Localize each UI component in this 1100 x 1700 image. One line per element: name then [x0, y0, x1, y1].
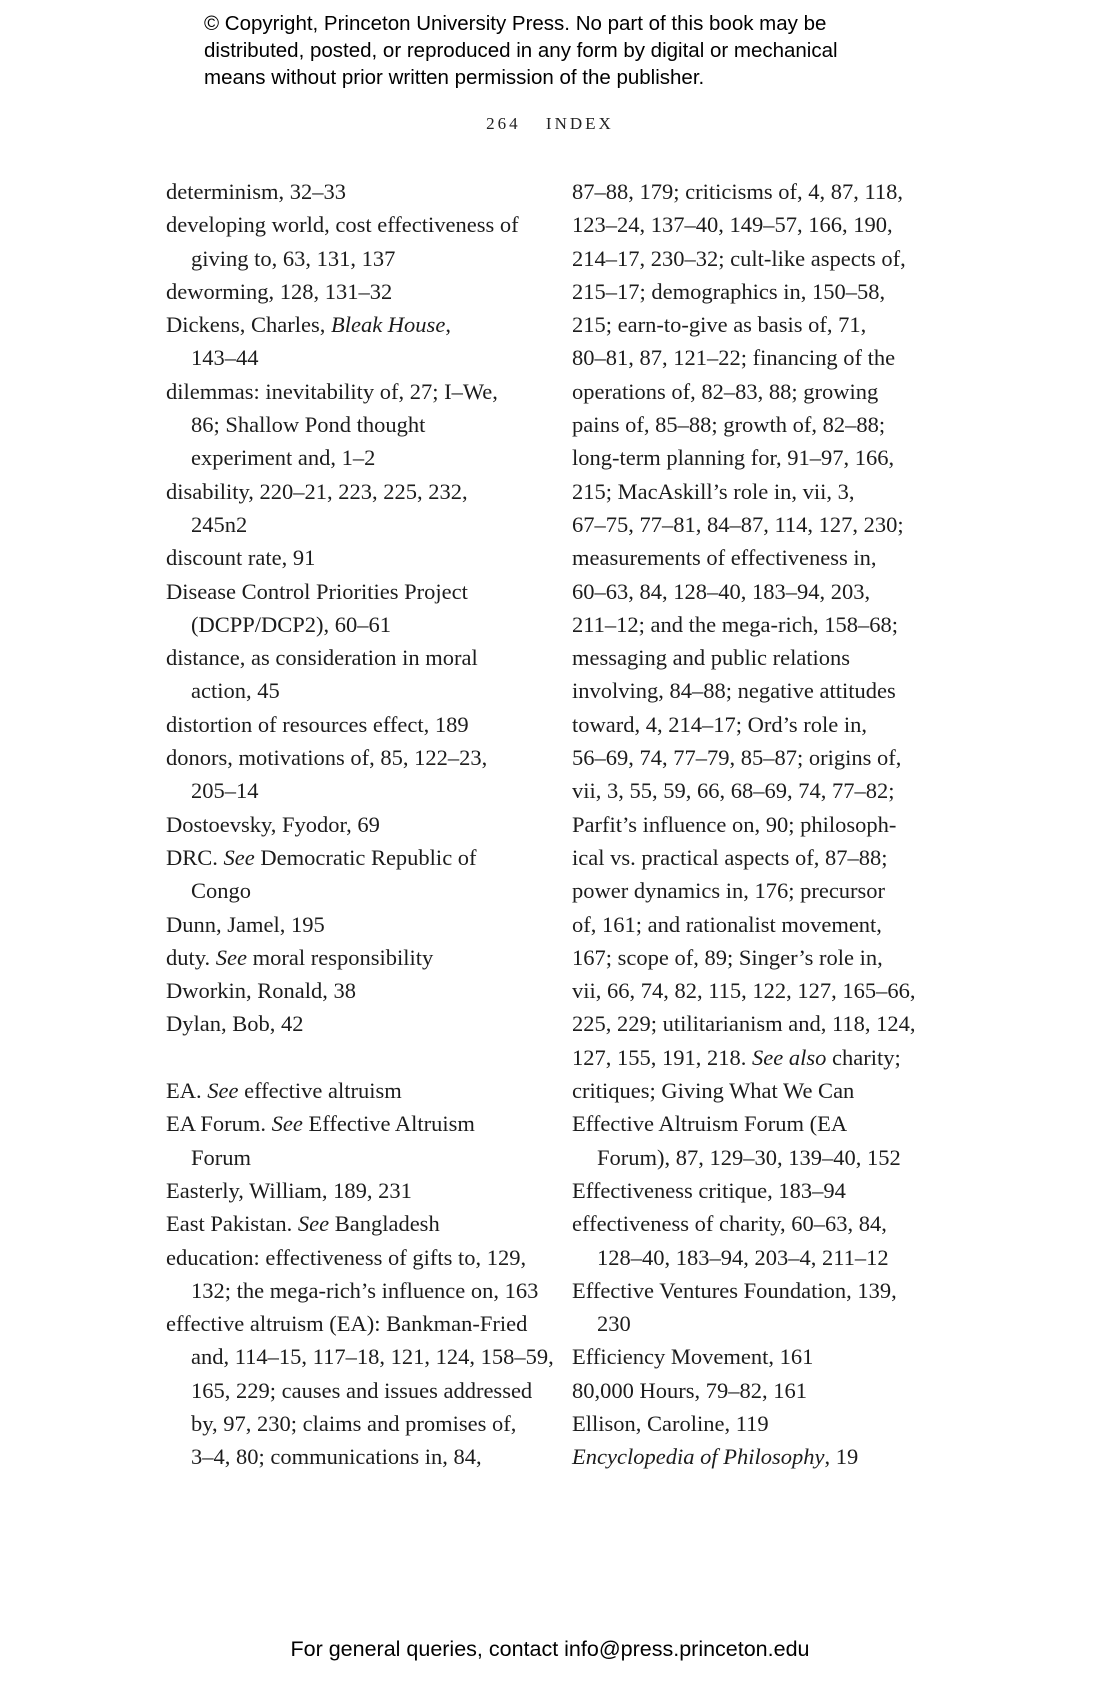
index-entry: Effectiveness critique, 183–94 — [572, 1177, 846, 1203]
index-entry: Dickens, Charles, Bleak House, 143–44 — [166, 312, 451, 371]
index-entry: Efficiency Movement, 161 — [572, 1344, 814, 1370]
continued-line: 215; MacAskill’s role in, vii, 3, — [572, 478, 855, 504]
index-column-right — [572, 175, 948, 1474]
index-entry: Ellison, Caroline, 119 — [572, 1410, 769, 1436]
index-entry: 80,000 Hours, 79–82, 161 — [572, 1377, 807, 1403]
continued-line: 127, 155, 191, 218. See also charity; — [572, 1044, 901, 1070]
continued-line: 60–63, 84, 128–40, 183–94, 203, — [572, 578, 871, 604]
index-entry: donors, motivations of, 85, 122–23, 205–14 — [166, 745, 488, 804]
index-entry: developing world, cost effectiveness of giving to, 63, 131, 137 — [166, 212, 519, 271]
index-entry: DRC. See Democratic Republic of Congo — [166, 844, 477, 904]
index-entry: EA. See effective altruism — [166, 1078, 402, 1104]
continued-line: 215; earn-to-give as basis of, 71, — [572, 312, 867, 338]
continued-line: 167; scope of, 89; Singer’s role in, — [572, 944, 883, 970]
copyright-line: © Copyright, Princeton University Press. No part of this book may be — [204, 12, 827, 35]
index-entry: Dworkin, Ronald, 38 — [166, 978, 356, 1004]
index-entry: Disease Control Priorities Project (DCPP/DCP2), 60–61 — [166, 578, 468, 637]
continued-line: 225, 229; utilitarianism and, 118, 124, — [572, 1011, 916, 1037]
index-entry: EA Forum. See Effective Altruism Forum — [166, 1111, 475, 1170]
running-head — [0, 114, 1100, 134]
continued-line: 211–12; and the mega-rich, 158–68; — [572, 611, 898, 637]
index-entry: disability, 220–21, 223, 225, 232, 245n2 — [166, 478, 468, 537]
footer-contact: For general queries, contact info@press.princeton.edu — [290, 1637, 810, 1661]
continued-line: 56–69, 74, 77–79, 85–87; origins of, — [572, 745, 902, 771]
continued-line: 67–75, 77–81, 84–87, 114, 127, 230; — [572, 511, 904, 537]
index-entry: discount rate, 91 — [166, 545, 316, 571]
index-entry: Encyclopedia of Philosophy, 19 — [572, 1444, 859, 1470]
page-number: 264 — [486, 114, 521, 133]
index-entry: duty. See moral responsibility — [166, 944, 434, 970]
index-entry: distortion of resources effect, 189 — [166, 711, 469, 737]
copyright-line: distributed, posted, or reproduced in any form by digital or mechanical — [204, 39, 838, 62]
index-entry: Dylan, Bob, 42 — [166, 1011, 304, 1037]
continued-line: ical vs. practical aspects of, 87–88; — [572, 844, 888, 870]
letter-group-gap — [166, 1041, 542, 1074]
index-entry: deworming, 128, 131–32 — [166, 278, 393, 304]
index-entry: distance, as consideration in moral action, 45 — [166, 645, 478, 704]
index-entry: determinism, 32–33 — [166, 179, 346, 204]
continued-line: of, 161; and rationalist movement, — [572, 911, 882, 937]
continued-line: involving, 84–88; negative attitudes — [572, 678, 896, 704]
continued-line: pains of, 85–88; growth of, 82–88; — [572, 412, 886, 438]
continued-line: 87–88, 179; criticisms of, 4, 87, 118, — [572, 179, 904, 204]
continued-line: 123–24, 137–40, 149–57, 166, 190, — [572, 212, 893, 238]
continued-line: messaging and public relations — [572, 645, 851, 671]
index-column-left — [166, 175, 554, 1474]
continued-line: operations of, 82–83, 88; growing — [572, 378, 879, 404]
index-entry: Dunn, Jamel, 195 — [166, 911, 325, 937]
continued-line: 80–81, 87, 121–22; financing of the — [572, 345, 896, 371]
section-title: INDEX — [545, 114, 614, 133]
index-entry: effectiveness of charity, 60–63, 84, 128–40, 183–94, 203–4, 211–12 — [572, 1211, 889, 1270]
continued-line: toward, 4, 214–17; Ord’s role in, — [572, 711, 867, 737]
continued-line: measurements of effectiveness in, — [572, 545, 877, 571]
index-entry: effective altruism (EA): Bankman-Fried and, 114–15, 117–18, 121, 124, 158–59, 165, 229; causes and issues addressed by, 97, 230; claims and promises of, 3–4, 80; communications in, 84, — [166, 1311, 554, 1470]
copyright-notice — [204, 10, 924, 91]
index-entry: Easterly, William, 189, 231 — [166, 1177, 412, 1203]
continued-line: power dynamics in, 176; precursor — [572, 878, 886, 904]
index-entry: dilemmas: inevitability of, 27; I–We, 86; Shallow Pond thought experiment and, 1–2 — [166, 378, 498, 471]
index-entries — [572, 1107, 948, 1473]
index-entry: education: effectiveness of gifts to, 129, 132; the mega-rich’s influence on, 163 — [166, 1244, 539, 1303]
continued-entry — [572, 175, 948, 1107]
index-entry: Effective Altruism Forum (EA Forum), 87, 129–30, 139–40, 152 — [572, 1111, 901, 1170]
index-entry: Effective Ventures Foundation, 139, 230 — [572, 1277, 897, 1337]
continued-line: critiques; Giving What We Can — [572, 1078, 855, 1104]
continued-line: 215–17; demographics in, 150–58, — [572, 278, 886, 304]
copyright-line: means without prior written permission of the publisher. — [204, 66, 705, 89]
continued-line: 214–17, 230–32; cult-like aspects of, — [572, 245, 906, 271]
continued-line: Parfit’s influence on, 90; philosoph- — [572, 811, 897, 837]
continued-line: vii, 66, 74, 82, 115, 122, 127, 165–66, — [572, 978, 916, 1004]
index-entry: East Pakistan. See Bangladesh — [166, 1211, 440, 1237]
index-entry: Dostoevsky, Fyodor, 69 — [166, 811, 380, 837]
continued-line: vii, 3, 55, 59, 66, 68–69, 74, 77–82; — [572, 778, 895, 804]
continued-line: long-term planning for, 91–97, 166, — [572, 445, 895, 471]
